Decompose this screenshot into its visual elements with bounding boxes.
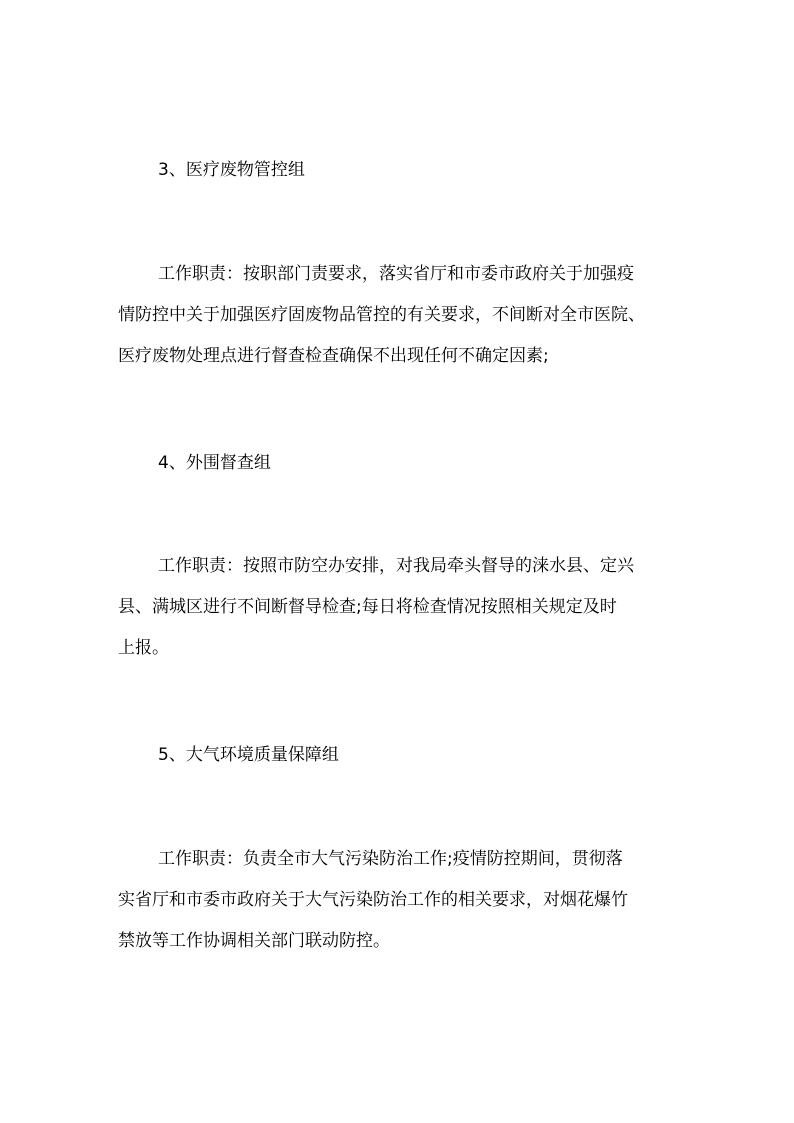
section-3-paragraph [118, 254, 688, 377]
section-3-line-1: 工作职责：按职部门责要求，落实省厅和市委市政府关于加强疫 [158, 264, 634, 284]
section-3-line-3: 医疗废物处理点进行督查检查确保不出现任何不确定因素; [118, 346, 549, 366]
section-5-paragraph [118, 839, 688, 962]
section-3-heading: 3、医疗废物管控组 [158, 160, 305, 180]
section-5-line-3: 禁放等工作协调相关部门联动防控。 [118, 931, 390, 951]
section-5-line-2: 实省厅和市委市政府关于大气污染防治工作的相关要求，对烟花爆竹 [118, 890, 628, 910]
section-3-line-2: 情防控中关于加强医疗固废物品管控的有关要求，不间断对全市医院、 [118, 305, 645, 325]
section-4-heading: 4、外围督查组 [158, 453, 271, 473]
section-4-line-1: 工作职责：按照市防空办安排，对我局牵头督导的涞水县、定兴 [158, 556, 634, 576]
section-5-heading: 5、大气环境质量保障组 [158, 745, 339, 765]
section-4-line-2: 县、满城区进行不间断督导检查;每日将检查情况按照相关规定及时 [118, 597, 617, 617]
section-4-line-3: 上报。 [118, 638, 169, 658]
section-5-line-1: 工作职责：负责全市大气污染防治工作;疫情防控期间，贯彻落 [158, 849, 623, 869]
section-4-paragraph [118, 546, 688, 669]
